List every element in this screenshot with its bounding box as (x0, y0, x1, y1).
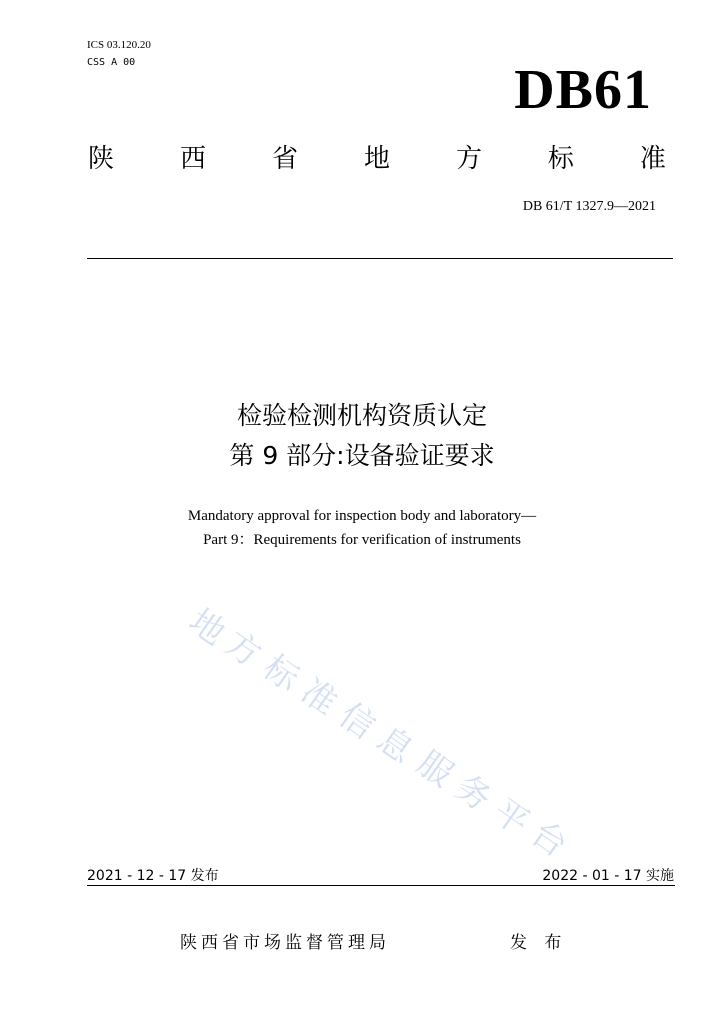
watermark-char: 准 (293, 671, 345, 724)
issue-date: 2021 - 12 - 17 发布 (87, 868, 219, 884)
footer-divider (87, 885, 675, 886)
publisher: 陕西省市场监督管理局 (180, 933, 390, 953)
watermark-char: 标 (255, 647, 307, 700)
english-title-line-1: Mandatory approval for inspection body and laboratory— (187, 508, 537, 524)
standard-category (88, 142, 666, 176)
header-divider (87, 258, 673, 259)
ics-code: ICS 03.120.20 (87, 39, 151, 51)
watermark-char: 地 (181, 601, 233, 654)
document-title (0, 396, 724, 476)
watermark-char: 方 (217, 623, 269, 676)
watermark-char: 平 (485, 791, 537, 844)
category-char: 标 (547, 144, 574, 174)
watermark-char: 息 (369, 719, 421, 772)
english-title (0, 504, 724, 552)
watermark (181, 600, 610, 866)
category-char: 准 (639, 144, 666, 174)
english-title-line-2: Part 9：Requirements for verification of instruments (203, 532, 521, 548)
watermark-char: 务 (447, 767, 499, 820)
category-char: 陕 (88, 144, 115, 174)
category-char: 西 (179, 144, 206, 174)
standard-number: DB 61/T 1327.9—2021 (522, 199, 656, 214)
title-line-1: 检验检测机构资质认定 (236, 401, 487, 430)
watermark-char: 台 (523, 813, 575, 866)
watermark-char: 服 (409, 743, 461, 796)
css-code: CSS A 00 (87, 57, 136, 68)
category-char: 省 (271, 144, 298, 174)
category-char: 地 (363, 144, 390, 174)
standard-code-logo: DB61 (514, 59, 652, 121)
implementation-date: 2022 - 01 - 17 实施 (542, 868, 674, 884)
category-char: 方 (455, 144, 482, 174)
publish-label: 发 布 (510, 933, 568, 953)
watermark-char: 信 (331, 695, 383, 748)
title-line-2: 第 9 部分:设备验证要求 (229, 441, 495, 470)
